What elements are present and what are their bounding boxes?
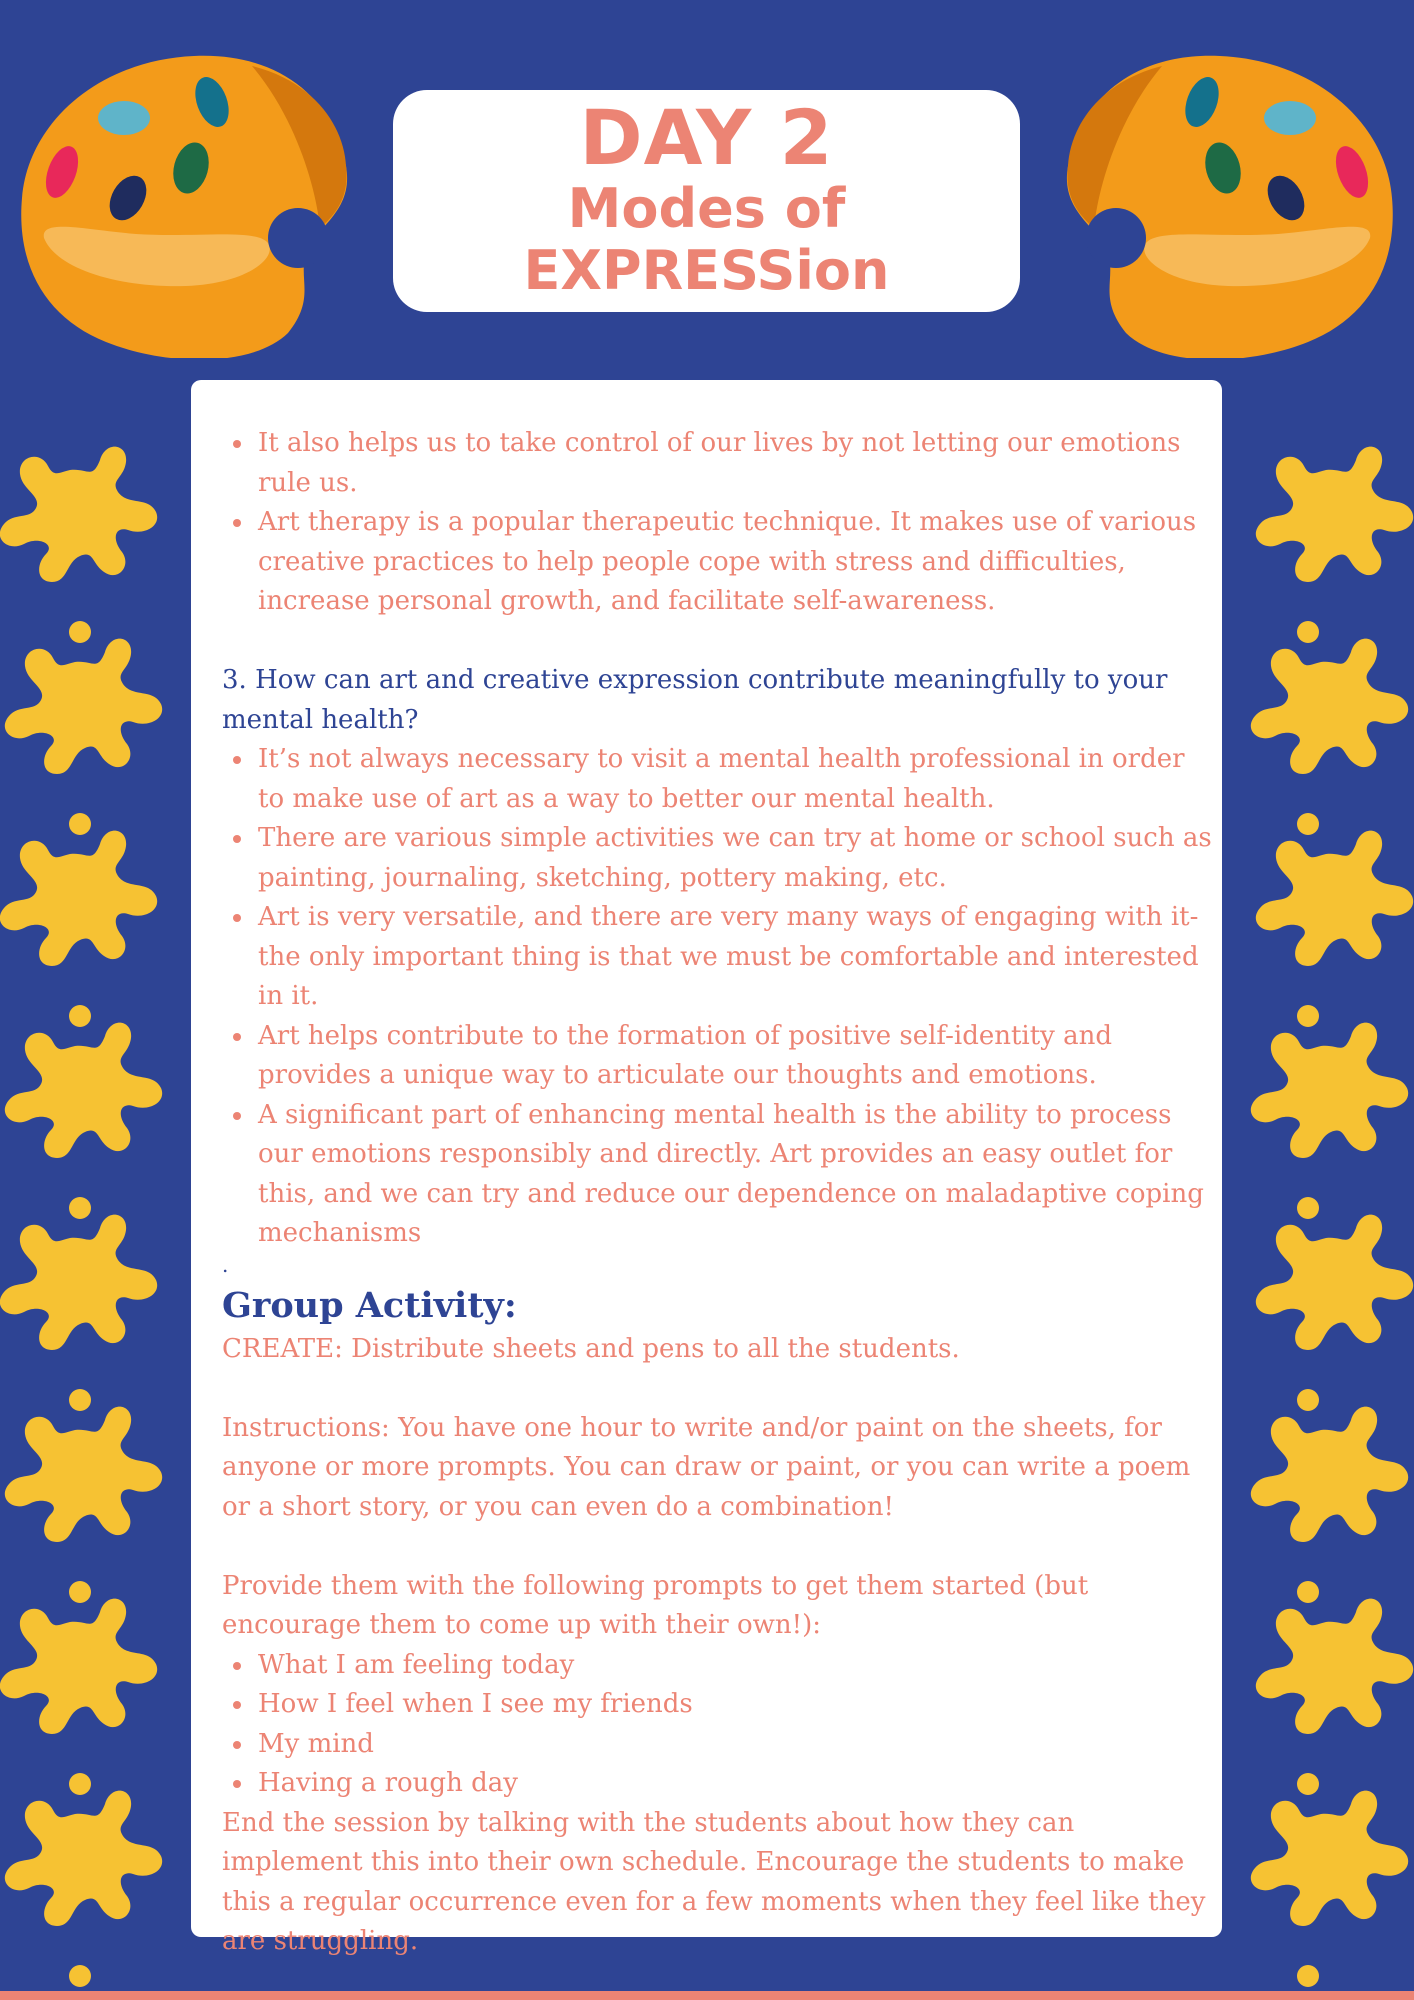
list-item: A significant part of enhancing mental health is the ability to process our emotions responsibly and directly. Art provides an easy outlet for this, and we can try and reduce our dependence on maladaptive coping mechanisms [258,1096,1222,1254]
list-item: Art helps contribute to the formation of positive self-identity and provides a unique way to articulate our thoughts and emotions. [258,1017,1222,1096]
paint-palette-left-icon [16,48,364,358]
bottom-accent-strip [0,1991,1414,2000]
content-body [222,424,1222,1962]
prompts-intro: Provide them with the following prompts to get them started (but encourage them to come up with their own!): [222,1570,1089,1640]
title-day: DAY 2 [579,93,834,182]
create-text: CREATE: Distribute sheets and pens to all the students. [222,1333,960,1364]
list-item: Art therapy is a popular therapeutic technique. It makes use of various creative practices to help people cope with stress and difficulties, increase personal growth, and facilitate self-awareness. [258,503,1222,622]
trailing-dot: . [222,1252,229,1277]
list-item: Art is very versatile, and there are very many ways of engaging with it- the only important thing is that we must be comfortable and interested in it. [258,898,1222,1017]
question3-list [222,740,1222,1254]
paint-splatter-right-decoration [1226,440,1414,2000]
title-box [393,90,1020,312]
paint-palette-right-icon [1050,48,1398,358]
list-item: There are various simple activities we can try at home or school such as painting, journaling, sketching, pottery making, etc. [258,819,1222,898]
list-item: How I feel when I see my friends [258,1685,1222,1725]
group-activity-heading: Group Activity: [222,1284,517,1326]
prompts-list [222,1646,1222,1804]
list-item: It also helps us to take control of our lives by not letting our emotions rule us. [258,424,1222,503]
title-line1: Modes of [567,177,846,240]
closing-text: End the session by talking with the students about how they can implement this into their own schedule. Encourage the students to make this a regular occurrence even for a few moments when they feel like they are struggling. [222,1807,1206,1956]
list-item: It’s not always necessary to visit a mental health professional in order to make use of art as a way to better our mental health. [258,740,1222,819]
list-item: What I am feeling today [258,1646,1222,1686]
list-item: Having a rough day [258,1764,1222,1804]
section-a-list [222,424,1222,622]
instructions-text: Instructions: You have one hour to write and/or paint on the sheets, for anyone or more prompts. You can draw or paint, or you can write a poem or a short story, or you can even do a combination! [222,1412,1191,1522]
title-line2: EXPRESSion [523,239,890,302]
list-item: My mind [258,1725,1222,1765]
paint-splatter-left-decoration [0,440,180,2000]
question3-heading: 3. How can art and creative expression contribute meaningfully to your mental health? [222,665,1168,735]
